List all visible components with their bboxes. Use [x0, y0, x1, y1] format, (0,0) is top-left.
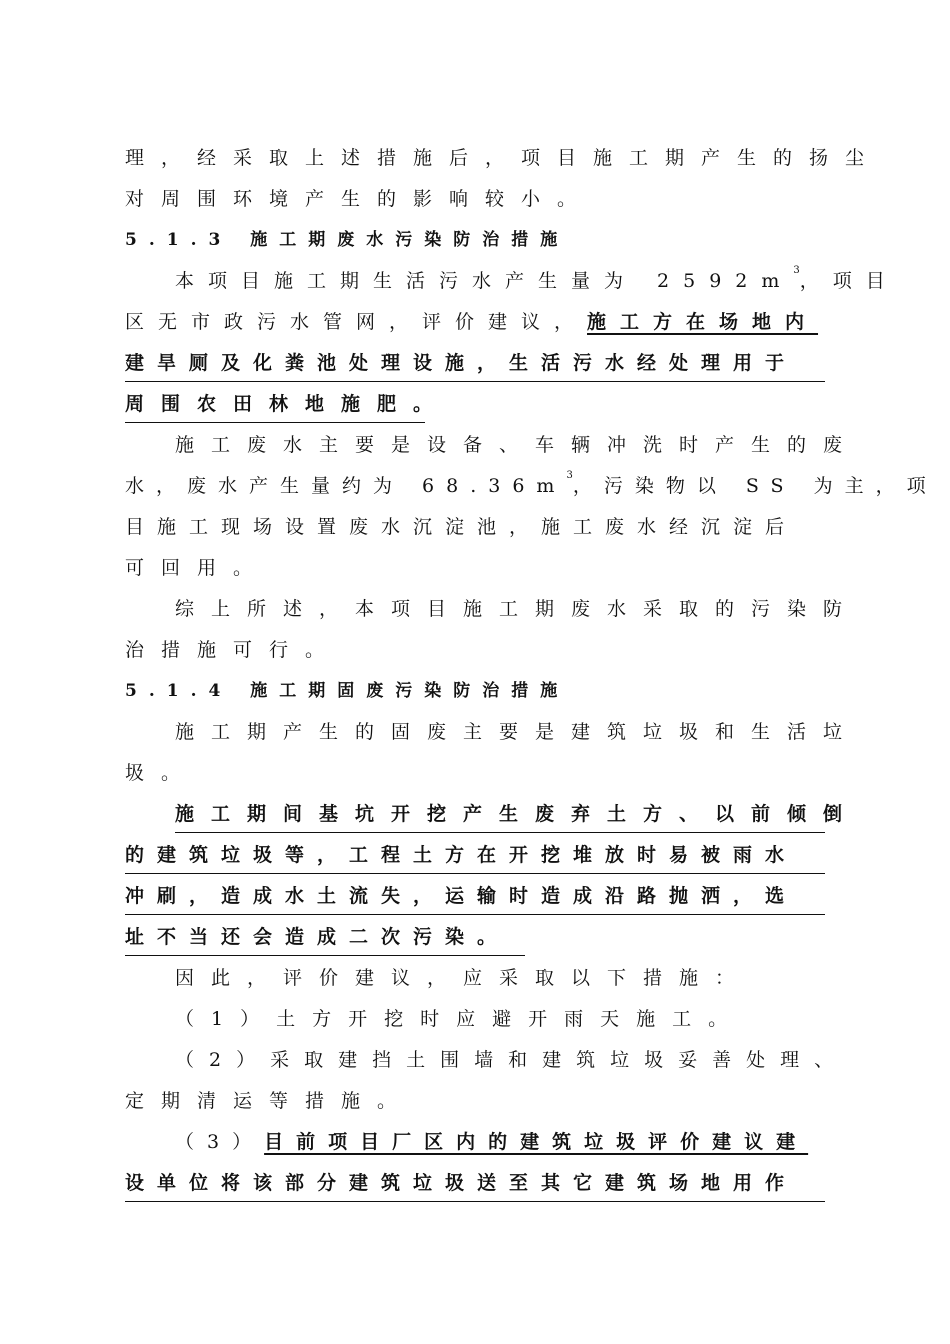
section-heading-5-1-4: 5.1.4 施工期固废污染防治措施	[125, 681, 570, 701]
body-text-line: 理，经采取上述措施后，项目施工期产生的扬尘	[125, 147, 882, 169]
text-segment: 本项目施工期生活污水产生量为 2592m	[175, 270, 794, 292]
emphasis-line: 的建筑垃圾等，工程土方在开挖堆放时易被雨水	[125, 835, 825, 874]
emphasis-line: 设单位将该部分建筑垃圾送至其它建筑场地用作	[125, 1163, 825, 1202]
emphasis-line: 建旱厕及化粪池处理设施，生活污水经处理用于	[125, 343, 825, 382]
emphasis-line: 冲刷，造成水土流失，运输时造成沿路抛洒，选	[125, 876, 825, 915]
text-segment: ，污染物以 SS 为主，项	[572, 475, 938, 497]
section-heading-5-1-3: 5.1.3 施工期废水污染防治措施	[125, 230, 570, 250]
text-segment: （3）	[175, 1131, 265, 1153]
emphasis-line: 周围农田林地施肥。	[125, 384, 425, 423]
body-text-line: 因此，评价建议，应采取以下措施：	[175, 967, 752, 989]
list-item: （2）采取建挡土围墙和建筑垃圾妥善处理、	[175, 1049, 849, 1071]
body-text-line: 定期清运等措施。	[125, 1090, 414, 1112]
emphasis-text: 施工方在场地内	[587, 311, 819, 333]
superscript: 3	[566, 470, 573, 481]
text-segment: ，项目	[799, 270, 899, 292]
body-text-line: 治措施可行。	[125, 639, 342, 661]
body-text-line: 对周围环境产生的影响较小。	[125, 188, 594, 210]
emphasis-line: 址不当还会造成二次污染。	[125, 917, 525, 956]
body-text-line: 施工废水主要是设备、车辆冲洗时产生的废	[175, 434, 860, 456]
emphasis-text: 目前项目厂区内的建筑垃圾评价建议建	[264, 1131, 809, 1153]
body-text-line: 综上所述，本项目施工期废水采取的污染防	[175, 598, 860, 620]
body-text-line	[175, 261, 899, 301]
body-text-line: 施工期产生的固废主要是建筑垃圾和生活垃	[175, 721, 860, 743]
body-text-line	[125, 466, 938, 506]
emphasis-line: 施工期间基坑开挖产生废弃土方、以前倾倒	[175, 794, 825, 833]
list-item: （1）土方开挖时应避开雨天施工。	[175, 1008, 745, 1030]
body-text-line: 可回用。	[125, 557, 270, 579]
body-text-line	[125, 302, 825, 342]
list-item	[175, 1122, 825, 1162]
body-text-line: 目施工现场设置废水沉淀池，施工废水经沉淀后	[125, 516, 798, 538]
text-segment: 水，废水产生量约为 68.36m	[125, 475, 567, 497]
superscript: 3	[793, 265, 800, 276]
text-segment: 区无市政污水管网，评价建议，	[125, 311, 588, 333]
body-text-line: 圾。	[125, 762, 198, 784]
